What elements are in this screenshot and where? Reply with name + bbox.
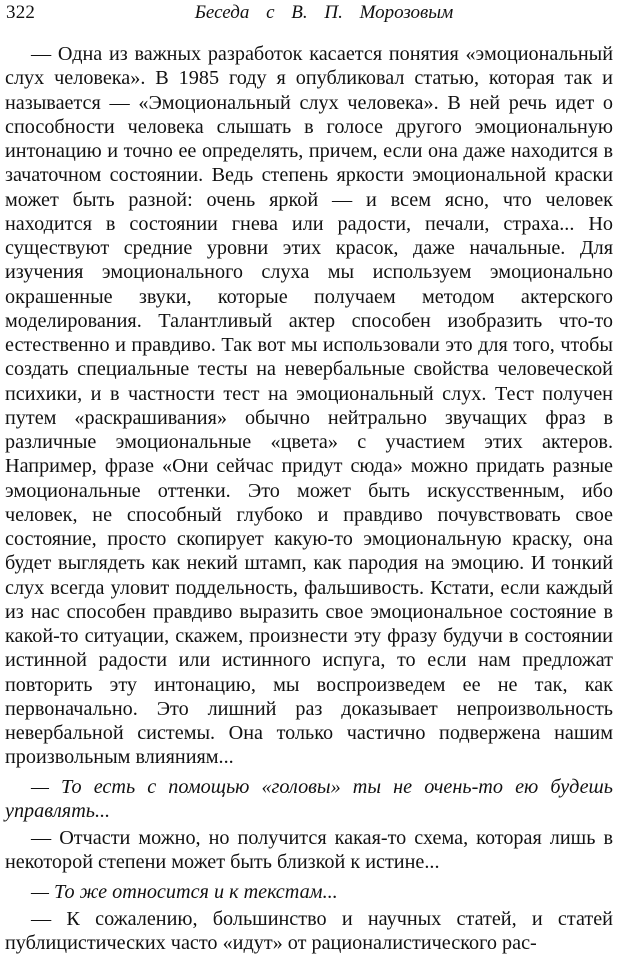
paragraph-question: — То же относится и к текстам... <box>31 880 338 903</box>
page-header <box>0 0 620 26</box>
paragraph-question: — То есть с помощью «головы» ты не очень-то ею будешь управлять... <box>5 775 613 822</box>
page-number: 322 <box>6 2 36 23</box>
body-text <box>5 39 613 955</box>
running-head: Беседа с В. П. Морозовым <box>194 2 454 23</box>
paragraph-answer: — Одна из важных разработок касается понятия «эмоциональный слух человека». В 1985 году я опубликовал статью, которая так и называется — «Эмоциональный слух человека». В ней речь идет о способности человека слышать в голосе другого эмоциональную интонацию и точно ее определять, причем, если она даже находится в зачаточном состоянии. Ведь степень яркости эмоциональной краски может быть разной: очень яркой — и всем ясно, что человек находится в состоянии гнева или радости, печали, страха... Но существуют средние уровни этих красок, даже начальные. Для изучения эмоционального слуха мы используем эмоционально окрашенные звуки, которые получаем методом актерского моделирования. Талантливый актер способен изобразить что-то естественно и правдиво. Так вот мы использовали это для того, чтобы создать специальные тесты на невербальные свойства человеческой психики, и в частности тест на эмоциональный слух. Тест получен путем «раскрашивания» обычно нейтрально звучащих фраз в различные эмоциональные «цвета» с участием этих актеров. Например, фразе «Они сейчас придут сюда» можно придать разные эмоциональные оттенки. Это может быть искусственным, ибо человек, не способный глубоко и правдиво почувствовать свое состояние, просто скопирует какую-то эмоциональную краску, она будет выглядеть как некий штамп, как пародия на эмоцию. И тонкий слух всегда уловит поддельность, фальшивость. Кстати, если каждый из нас способен правдиво выразить свое эмоциональное состояние в какой-то ситуации, скажем, произнести эту фразу будучи в состоянии истинной радости или истинного испуга, то если нам предложат повторить эту интонацию, мы воспроизведем ее не так, как первоначально. Это лишний раз доказывает непроизвольность невербальной системы. Она только частично подвержена нашим произвольным влияниям... <box>5 43 613 769</box>
paragraph-answer: — Отчасти можно, но получится какая-то схема, которая лишь в некоторой степени может быть близкой к истине... <box>5 827 613 874</box>
paragraph-answer: — К сожалению, большинство и научных статей, и статей публицистических часто «идут» от рационалистического рас- <box>5 907 613 954</box>
